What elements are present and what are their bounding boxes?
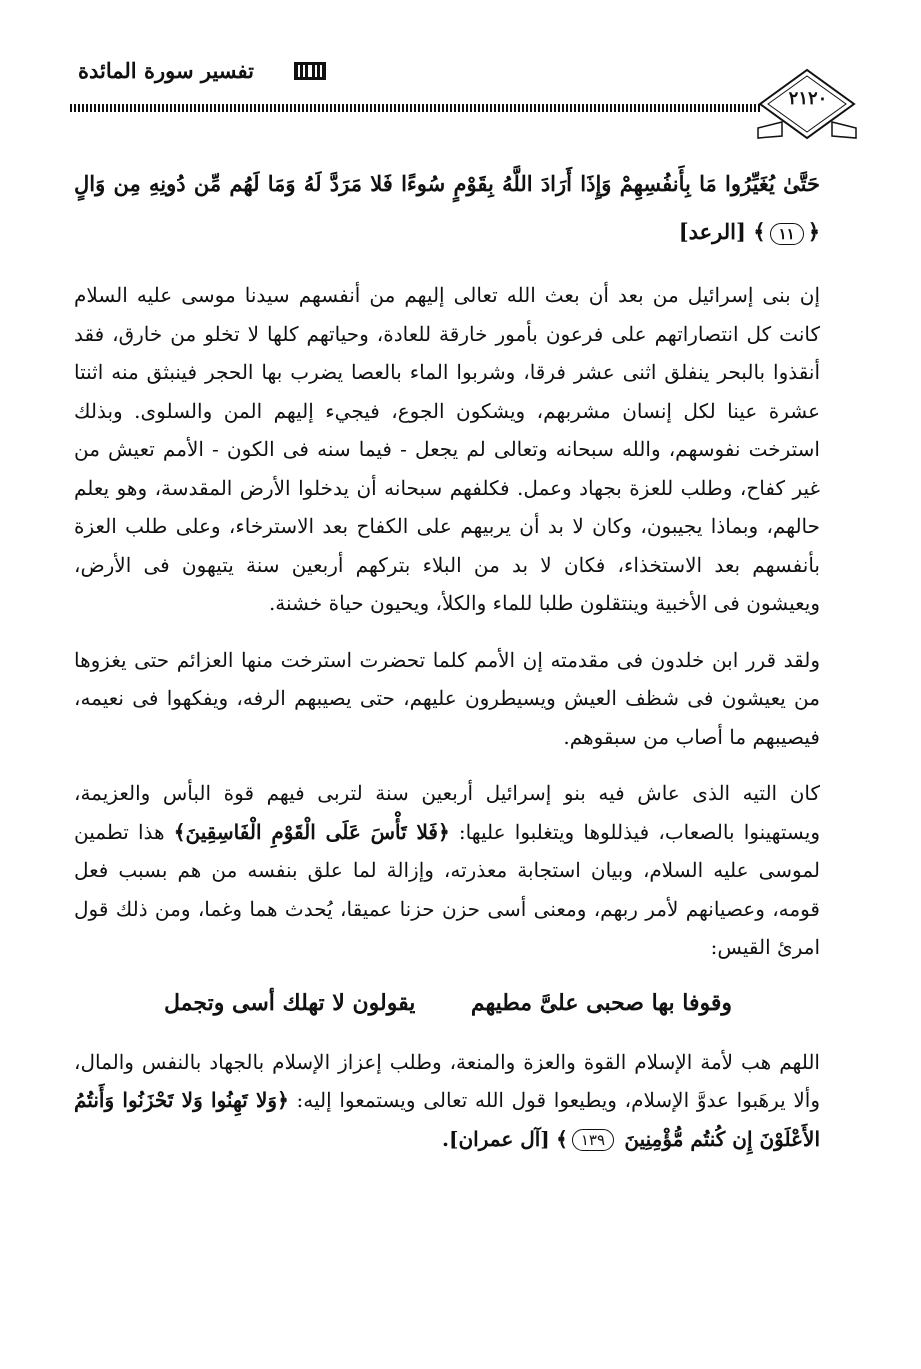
header-divider: [70, 104, 760, 112]
paragraph-3-text-before: كان التيه الذى عاش فيه بنو إسرائيل أربعين سنة لتربى فيهم قوة البأس والعزيمة، ويستهينوا بالصعاب، فيذللوها ويتغلبوا عليها:: [74, 781, 820, 844]
paragraph-4-text: اللهم هب لأمة الإسلام القوة والعزة والمنعة، وطلب إعزاز الإسلام بالجهاد بالنفس والمال، وألا يرهَبوا عدوَّ الإسلام، ويطيعوا قول الله تعالى ويستمعوا إليه:: [74, 1049, 820, 1112]
closing-verse-number: ١٣٩: [572, 1129, 614, 1151]
quran-quote-closing: ﴿وَلا تَهِنُوا وَلا تَحْزَنُوا وَأَنتُمُ الأَعْلَوْنَ إِن كُنتُم مُّؤْمِنِينَ: [74, 1088, 820, 1151]
quran-bracket-close: ﴾: [556, 1126, 568, 1151]
poetry-hemistich-first: وقوفا بها صحبى علىَّ مطيهم: [470, 989, 732, 1016]
quran-verse-block: حَتَّىٰ يُغَيِّرُوا مَا بِأَنفُسِهِمْ وَإِذَا أَرَادَ اللَّهُ بِقَوْمٍ سُوءًا فَلا مَرَدَّ لَهُ وَمَا لَهُم مِّن دُونِهِ مِن وَالٍ ﴿١١﴾ [الرعد]: [74, 171, 820, 244]
poetry-verse: [74, 973, 820, 1033]
closing-surah-reference: [آل عمران].: [442, 1126, 550, 1151]
verse-number: ١١: [770, 223, 804, 245]
paragraph-2: ولقد قرر ابن خلدون فى مقدمته إن الأمم كلما تحضرت استرخت منها العزائم حتى يغزوها من يعيشون فى شظف العيش ويسيطرون عليهم، حتى يصيبهم الرفه، ويفكهوا فى نعيمه، فيصيبهم ما أصاب من سبقوهم.: [74, 647, 820, 749]
surah-reference: [الرعد]: [678, 219, 746, 244]
page-content: [74, 160, 820, 1176]
paragraph-1: إن بنى إسرائيل من بعد أن بعث الله تعالى إليهم من أنفسهم سيدنا موسى عليه السلام كانت كل انتصاراتهم على فرعون بأمور خارقة للعادة، وحياتهم كلها لا تخلو من خارق، فقد أنقذوا بالبحر ينفلق اثنى عشر فرقا، وشربوا الماء بالعصا يضرب بها الحجر فينبثق منه اثنتا عشرة عينا لكل إنسان مشربهم، ويشكون الجوع، فيجيء إليهم المن والسلوى. وبذلك استرخت نفوسهم، والله سبحانه وتعالى لم يجعل - فيما سنه فى الكون - الأمم تعيش من غير كفاح، وطلب للعزة بجهاد وعمل. فكلفهم سبحانه أن يدخلوا الأرض المقدسة، وهو يعلم حالهم، وبماذا يجيبون، وكان لا بد أن يربيهم على الكفاح بعد الاسترخاء، وعلى طلب العزة بأنفسهم بعد الاستخذاء، فكان لا بد من البلاء بتركهم أربعين سنة يتيهون فى الأرض، ويعيشون فى الأخبية وينتقلون طلبا للماء والكلأ، ويحيون حياة خشنة.: [74, 283, 821, 615]
paragraph-3: [74, 774, 820, 967]
running-header-title: تفسير سورة المائدة: [78, 58, 254, 83]
paragraph-4: [74, 1043, 820, 1159]
paragraph-3-text-after: هذا تطمين لموسى عليه السلام، وبيان استجابة معذرته، وإزالة لما علق بنفسه من هم بسبب فعل قومه، وعصيانهم لأمر ربهم، ومعنى أسى حزن حزنا عميقا، يُحدث هما وغما، ومن ذلك قول امرئ القيس:: [74, 819, 820, 959]
page-number: ٢١٢٠: [788, 88, 828, 109]
quran-verse-text: حَتَّىٰ يُغَيِّرُوا مَا بِأَنفُسِهِمْ وَإِذَا أَرَادَ اللَّهُ بِقَوْمٍ سُوءًا فَلا مَرَدَّ لَهُ وَمَا لَهُم مِّن دُونِهِ مِن وَالٍ: [74, 171, 820, 196]
poetry-hemistich-second: يقولون لا تهلك أسى وتجمل: [164, 989, 416, 1016]
quran-quote: ﴿فَلا تَأْسَ عَلَى الْقَوْمِ الْفَاسِقِينَ﴾: [173, 819, 450, 844]
book-ornament-icon: [292, 60, 328, 82]
